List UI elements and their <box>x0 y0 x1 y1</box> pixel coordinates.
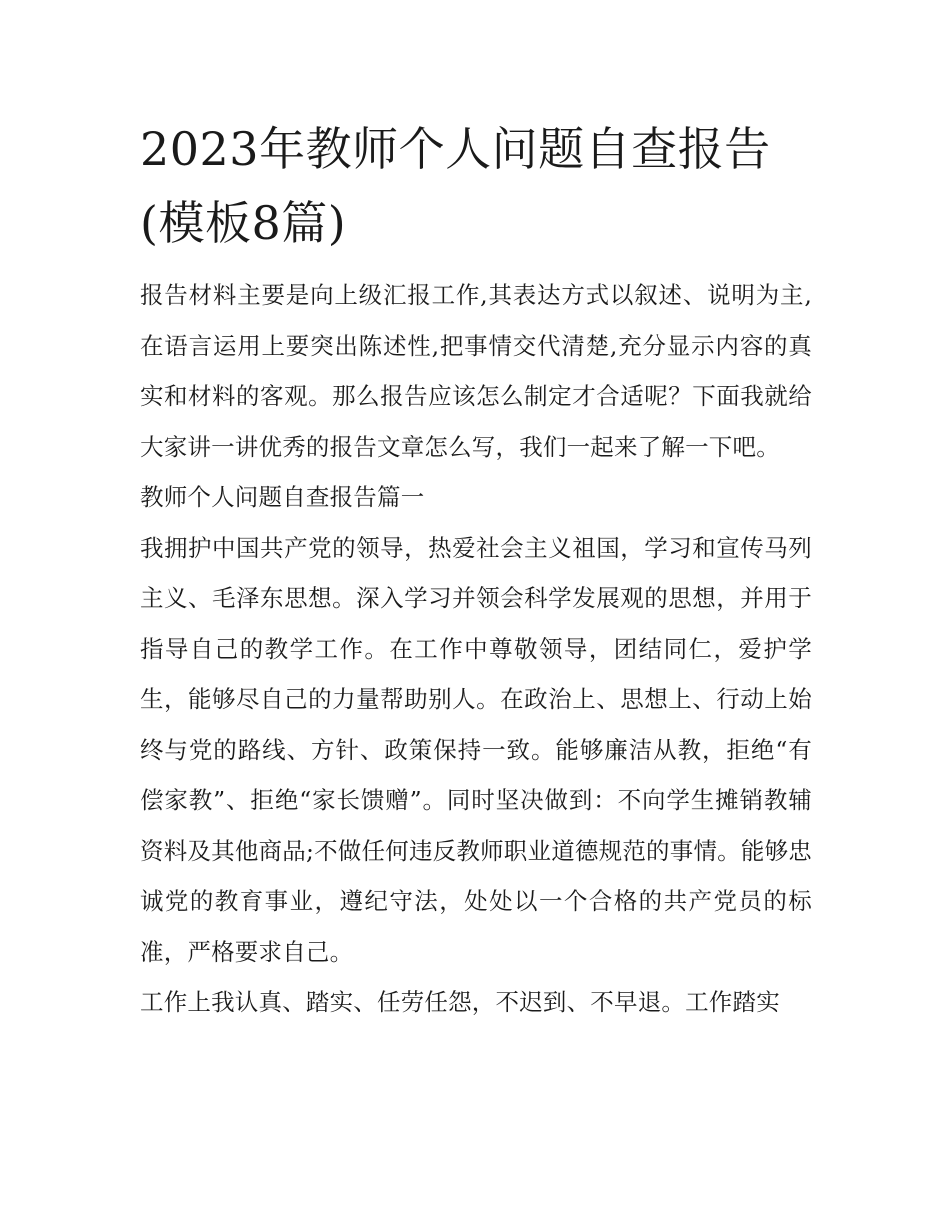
intro-paragraph: 报告材料主要是向上级汇报工作,其表达方式以叙述、说明为主,在语言运用上要突出陈述性,把事情交代清楚,充分显示内容的真实和材料的客观。那么报告应该怎么制定才合适呢？下面我就给大家讲一讲优秀的报告文章怎么写，我们一起来了解一下吧。 <box>140 281 812 461</box>
section-heading: 教师个人问题自查报告篇一 <box>140 483 425 511</box>
body-paragraph-2: 工作上我认真、踏实、任劳任怨，不迟到、不早退。工作踏实 <box>140 988 780 1016</box>
body-paragraph-1: 我拥护中国共产党的领导，热爱社会主义祖国，学习和宣传马列主义、毛泽东思想。深入学习并领会科学发展观的思想，并用于指导自己的教学工作。在工作中尊敬领导，团结同仁，爱护学生，能够尽自己的力量帮助别人。在政治上、思想上、行动上始终与党的路线、方针、政策保持一致。能够廉洁从教，拒绝“有偿家教”、拒绝“家长馈赠”。同时坚决做到：不向学生摊销教辅资料及其他商品;不做任何违反教师职业道德规范的事情。能够忠诚党的教育事业，遵纪守法，处处以一个合格的共产党员的标准，严格要求自己。 <box>140 533 812 966</box>
document-title: 2023年教师个人问题自查报告(模板8篇) <box>140 122 771 250</box>
document-page <box>140 112 812 1028</box>
